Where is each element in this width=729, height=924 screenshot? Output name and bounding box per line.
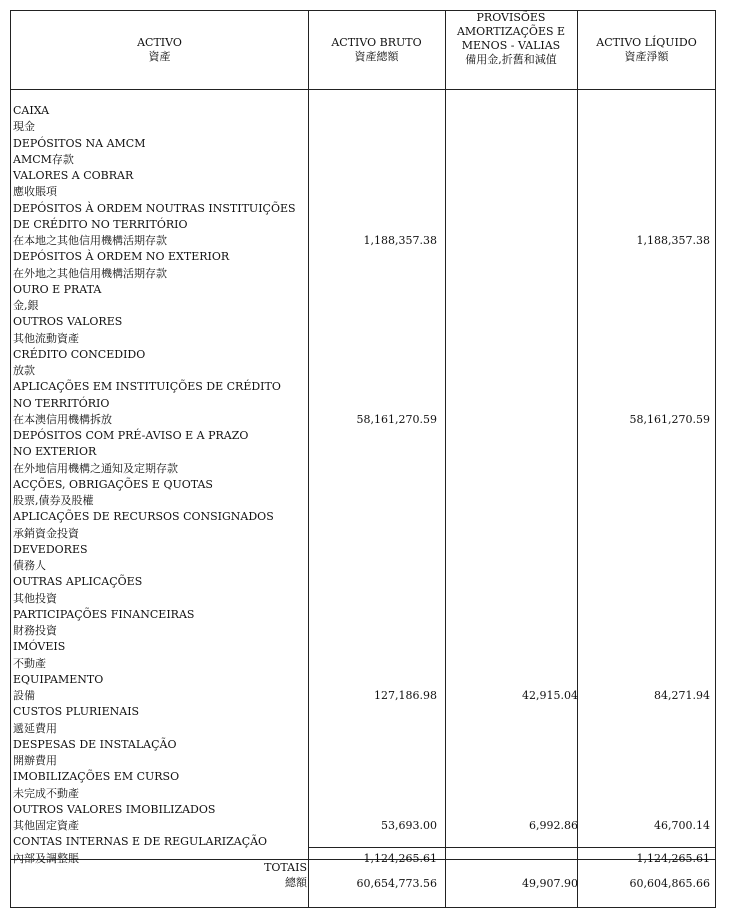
table-row xyxy=(11,656,715,672)
value-activo-liquido: 58,161,270.59 xyxy=(629,412,710,426)
header-provisoes-label-zh: 備用金,折舊和減值 xyxy=(465,53,557,66)
value-activo-liquido: 1,124,265.61 xyxy=(636,851,710,865)
row-label: CRÉDITO CONCEDIDO xyxy=(13,347,146,361)
row-label: 債務人 xyxy=(13,559,46,572)
row-label: IMÓVEIS xyxy=(13,640,66,654)
value-activo-bruto: 1,188,357.38 xyxy=(363,234,437,247)
row-label: 現金 xyxy=(13,120,35,134)
table-row xyxy=(11,477,715,493)
balance-sheet-table xyxy=(10,10,716,908)
value-activo-bruto: 1,124,265.61 xyxy=(363,851,437,865)
row-label: 開辦費用 xyxy=(13,754,57,767)
value-provisoes: 42,915.04 xyxy=(522,689,578,702)
total-activo-liquido: 60,604,865.66 xyxy=(629,877,710,890)
row-label: DEPÓSITOS À ORDEM NO EXTERIOR xyxy=(13,250,230,264)
row-label: OUTROS VALORES xyxy=(13,315,123,329)
table-row xyxy=(11,396,715,412)
table-row xyxy=(11,737,715,753)
table-row xyxy=(11,509,715,525)
value-activo-liquido: 84,271.94 xyxy=(654,689,710,702)
header-liquido-label-zh: 資產淨額 xyxy=(624,50,669,63)
header-activo-liquido xyxy=(577,11,716,89)
table-row xyxy=(11,558,715,574)
header-liquido-label: ACTIVO LÍQUIDO xyxy=(596,36,697,49)
row-label: IMOBILIZAÇÕES EM CURSO xyxy=(13,770,180,784)
value-activo-liquido: 46,700.14 xyxy=(654,819,710,832)
row-label: 股票,債券及股權 xyxy=(13,494,94,507)
value-provisoes: 6,992.86 xyxy=(529,819,578,832)
header-activo-bruto xyxy=(308,11,445,89)
table-row xyxy=(11,217,715,233)
table-row xyxy=(11,363,715,379)
table-row xyxy=(11,542,715,558)
row-label: 在外地信用機構之通知及定期存款 xyxy=(13,461,178,475)
table-row xyxy=(11,314,715,330)
row-label: 在本澳信用機構拆放 xyxy=(13,412,112,426)
row-label: 設備 xyxy=(13,689,35,702)
table-row xyxy=(11,201,715,217)
table-row xyxy=(11,834,715,850)
row-label: 在外地之其他信用機構活期存款 xyxy=(13,266,167,280)
table-row xyxy=(11,623,715,639)
row-label: 金,銀 xyxy=(13,299,39,312)
table-row xyxy=(11,266,715,282)
row-label: CUSTOS PLURIENAIS xyxy=(13,705,140,719)
header-provisoes xyxy=(445,11,577,89)
row-label: APLICAÇÕES EM INSTITUIÇÕES DE CRÉDITO xyxy=(13,380,281,394)
value-activo-bruto: 127,186.98 xyxy=(374,689,437,702)
row-label: 未完成不動產 xyxy=(13,786,79,800)
table-row xyxy=(11,591,715,607)
table-row xyxy=(11,786,715,802)
table-row xyxy=(11,769,715,785)
row-label: DEVEDORES xyxy=(13,542,88,556)
table-row xyxy=(11,298,715,314)
row-label: CONTAS INTERNAS E DE REGULARIZAÇÃO xyxy=(13,835,268,849)
table-row xyxy=(11,688,715,704)
row-label: DE CRÉDITO NO TERRITÓRIO xyxy=(13,217,188,231)
row-label: EQUIPAMENTO xyxy=(13,672,104,686)
table-row xyxy=(11,444,715,460)
header-bruto-label-zh: 資產總額 xyxy=(354,50,399,63)
row-label: NO EXTERIOR xyxy=(13,445,97,459)
header-activo xyxy=(11,11,308,89)
row-label: 放款 xyxy=(13,364,35,377)
table-row xyxy=(11,526,715,542)
row-label: DEPÓSITOS COM PRÉ-AVISO E A PRAZO xyxy=(13,429,249,442)
table-row xyxy=(11,818,715,834)
row-label: PARTICIPAÇÕES FINANCEIRAS xyxy=(13,607,195,621)
table-row xyxy=(11,347,715,363)
row-label: 不動產 xyxy=(13,656,46,670)
row-label: 承銷資金投資 xyxy=(13,526,79,540)
row-label: OUTROS VALORES IMOBILIZADOS xyxy=(13,802,216,816)
total-activo-bruto: 60,654,773.56 xyxy=(356,877,437,890)
row-label: 內部及調整賬 xyxy=(13,851,79,865)
table-row xyxy=(11,184,715,200)
total-provisoes: 49,907.90 xyxy=(522,877,578,890)
table-row xyxy=(11,802,715,818)
table-row xyxy=(11,753,715,769)
table-row xyxy=(11,282,715,298)
table-row xyxy=(11,574,715,590)
header-provisoes-line1: PROVISÕES xyxy=(476,11,546,24)
row-label: DEPÓSITOS À ORDEM NOUTRAS INSTITUIÇÕES xyxy=(13,201,296,215)
table-row xyxy=(11,639,715,655)
row-label: APLICAÇÕES DE RECURSOS CONSIGNADOS xyxy=(13,510,274,524)
table-row xyxy=(11,379,715,395)
table-row xyxy=(11,672,715,688)
header-provisoes-line3: MENOS - VALIAS xyxy=(461,39,561,52)
row-label: CAIXA xyxy=(13,104,50,117)
table-row xyxy=(11,249,715,265)
row-label: AMCM存款 xyxy=(13,152,74,166)
header-activo-label-zh: 資產 xyxy=(148,50,171,63)
row-label: DEPÓSITOS NA AMCM xyxy=(13,136,146,150)
header-provisoes-line2: AMORTIZAÇÕES E xyxy=(456,25,566,38)
header-bruto-label: ACTIVO BRUTO xyxy=(331,36,422,49)
row-label: 其他投資 xyxy=(13,591,57,605)
table-row xyxy=(11,428,715,444)
table-row xyxy=(11,721,715,737)
row-label: 在本地之其他信用機構活期存款 xyxy=(13,234,167,247)
table-row xyxy=(11,233,715,249)
table-row xyxy=(11,119,715,135)
table-row xyxy=(11,412,715,428)
totals-label: TOTAIS xyxy=(264,861,307,874)
row-label: 其他固定資產 xyxy=(13,819,79,832)
value-activo-liquido: 1,188,357.38 xyxy=(636,234,710,247)
row-label: 應收賬項 xyxy=(13,185,57,199)
table-row xyxy=(11,704,715,720)
row-label: DESPESAS DE INSTALAÇÃO xyxy=(13,737,177,751)
header-activo-label: ACTIVO xyxy=(137,36,182,49)
row-label: 其他流動資產 xyxy=(13,331,79,345)
table-row xyxy=(11,331,715,347)
table-row xyxy=(11,152,715,168)
value-activo-bruto: 58,161,270.59 xyxy=(356,412,437,426)
table-row xyxy=(11,136,715,152)
row-label: 財務投資 xyxy=(13,624,57,637)
header-divider xyxy=(11,89,715,90)
table-row xyxy=(11,461,715,477)
row-label: 遞延費用 xyxy=(13,721,57,735)
row-label: ACÇÕES, OBRIGAÇÕES E QUOTAS xyxy=(13,477,213,491)
table-row xyxy=(11,607,715,623)
table-row xyxy=(11,103,715,119)
row-label: NO TERRITÓRIO xyxy=(13,396,110,410)
table-row xyxy=(11,493,715,509)
row-label: OUTRAS APLICAÇÕES xyxy=(13,575,143,589)
value-activo-bruto: 53,693.00 xyxy=(381,819,437,832)
row-label: VALORES A COBRAR xyxy=(13,169,134,182)
table-row xyxy=(11,168,715,184)
row-label: OURO E PRATA xyxy=(13,282,102,296)
totals-label-zh: 總額 xyxy=(285,876,307,889)
